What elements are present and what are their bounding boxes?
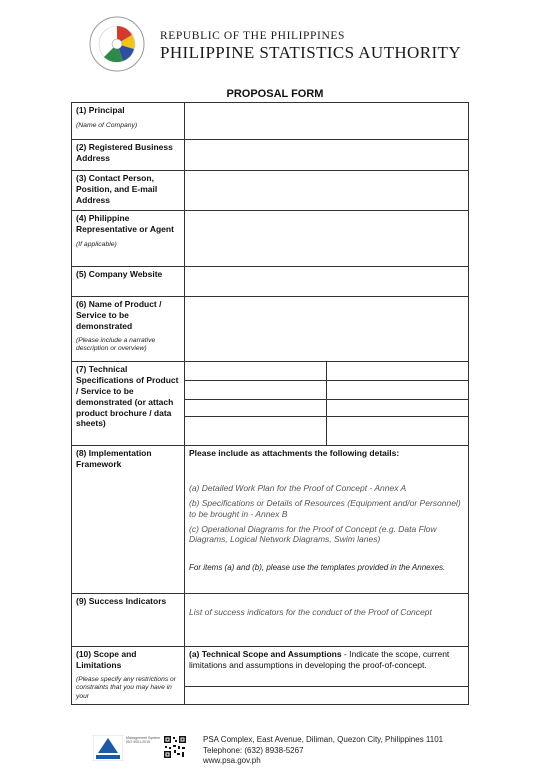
spec-cell-2b[interactable] [327, 381, 469, 400]
impl-heading: Please include as attachments the following details: [189, 448, 400, 458]
row-implementation [72, 446, 469, 594]
tuv-certification-icon [93, 735, 123, 761]
field-representative[interactable] [185, 211, 469, 267]
row-principal [72, 103, 469, 140]
row-product [72, 297, 469, 362]
row-scope [72, 647, 469, 687]
proposal-form-table [71, 102, 469, 705]
field-principal[interactable] [185, 103, 469, 140]
field-scope-a [185, 647, 469, 687]
impl-item-c: (c) Operational Diagrams for the Proof of Concept (e.g. Data Flow Diagrams, Logical Network Diagrams, Swim lanes) [189, 523, 437, 545]
psa-seal-icon [80, 14, 154, 74]
row-specs [72, 362, 469, 381]
field-contact[interactable] [185, 171, 469, 211]
row-address [72, 140, 469, 171]
page-footer [0, 735, 550, 777]
label-scope: (10) Scope and Limitations (Please specify any restrictions or constraints that you may have in your [72, 647, 185, 705]
spec-cell-3a[interactable] [185, 400, 327, 417]
label-specs: (7) Technical Specifications of Product / Service to be demonstrated (or attach product brochure / data sheets) [72, 362, 185, 446]
spec-cell-4b[interactable] [327, 417, 469, 446]
footer-phone: Telephone: (632) 8938-5267 [203, 745, 304, 755]
label-website: (5) Company Website [72, 267, 185, 297]
impl-item-a: (a) Detailed Work Plan for the Proof of Concept - Annex A [189, 482, 407, 493]
field-success[interactable] [185, 594, 469, 647]
impl-templates-note: For items (a) and (b), please use the templates provided in the Annexes. [189, 563, 446, 573]
row-representative [72, 211, 469, 267]
note-product: (Please include a narrative description or overview) [76, 336, 156, 353]
row-website [72, 267, 469, 297]
row-contact [72, 171, 469, 211]
impl-item-b: (b) Specifications or Details of Resources (Equipment and/or Personnel) to be brought in - Annex B [189, 497, 461, 519]
label-implementation: (8) Implementation Framework [72, 446, 185, 594]
spec-cell-3b[interactable] [327, 400, 469, 417]
republic-line: REPUBLIC OF THE PHILIPPINES [160, 30, 345, 42]
scope-heading: (a) Technical Scope and Assumptions [189, 649, 342, 659]
label-product: (6) Name of Product / Service to be demonstrated (Please include a narrative description or overview) [72, 297, 185, 362]
footer-contact [203, 735, 443, 767]
success-placeholder: List of success indicators for the conduct of the Proof of Concept [189, 607, 432, 617]
note-representative: (If applicable) [76, 240, 117, 248]
spec-cell-1b[interactable] [327, 362, 469, 381]
scope-text: - Indicate the scope, current limitations and assumptions in developing the proof-of-concept. [189, 649, 450, 670]
field-address[interactable] [185, 140, 469, 171]
spec-cell-2a[interactable] [185, 381, 327, 400]
label-success: (9) Success Indicators [72, 594, 185, 647]
label-principal: (1) Principal (Name of Company) [72, 103, 185, 140]
field-product[interactable] [185, 297, 469, 362]
form-title: PROPOSAL FORM [226, 88, 324, 100]
certification-text: Management System ISO 9001:2015 [126, 736, 160, 745]
qr-code-icon [163, 735, 187, 759]
label-address: (2) Registered Business Address [72, 140, 185, 171]
label-representative: (4) Philippine Representative or Agent (If applicable) [72, 211, 185, 267]
row-success [72, 594, 469, 647]
agency-name: PHILIPPINE STATISTICS AUTHORITY [160, 43, 461, 62]
footer-website[interactable]: www.psa.gov.ph [203, 756, 261, 766]
field-website[interactable] [185, 267, 469, 297]
note-principal: (Name of Company) [76, 121, 138, 129]
spec-cell-1a[interactable] [185, 362, 327, 381]
label-contact: (3) Contact Person, Position, and E-mail Address [72, 171, 185, 211]
field-scope-input[interactable] [185, 687, 469, 705]
letterhead [160, 30, 461, 63]
spec-cell-4a[interactable] [185, 417, 327, 446]
footer-address: PSA Complex, East Avenue, Diliman, Quezon City, Philippines 1101 [203, 735, 444, 744]
note-scope: (Please specify any restrictions or constraints that you may have in your [76, 675, 176, 701]
field-implementation [185, 446, 469, 594]
